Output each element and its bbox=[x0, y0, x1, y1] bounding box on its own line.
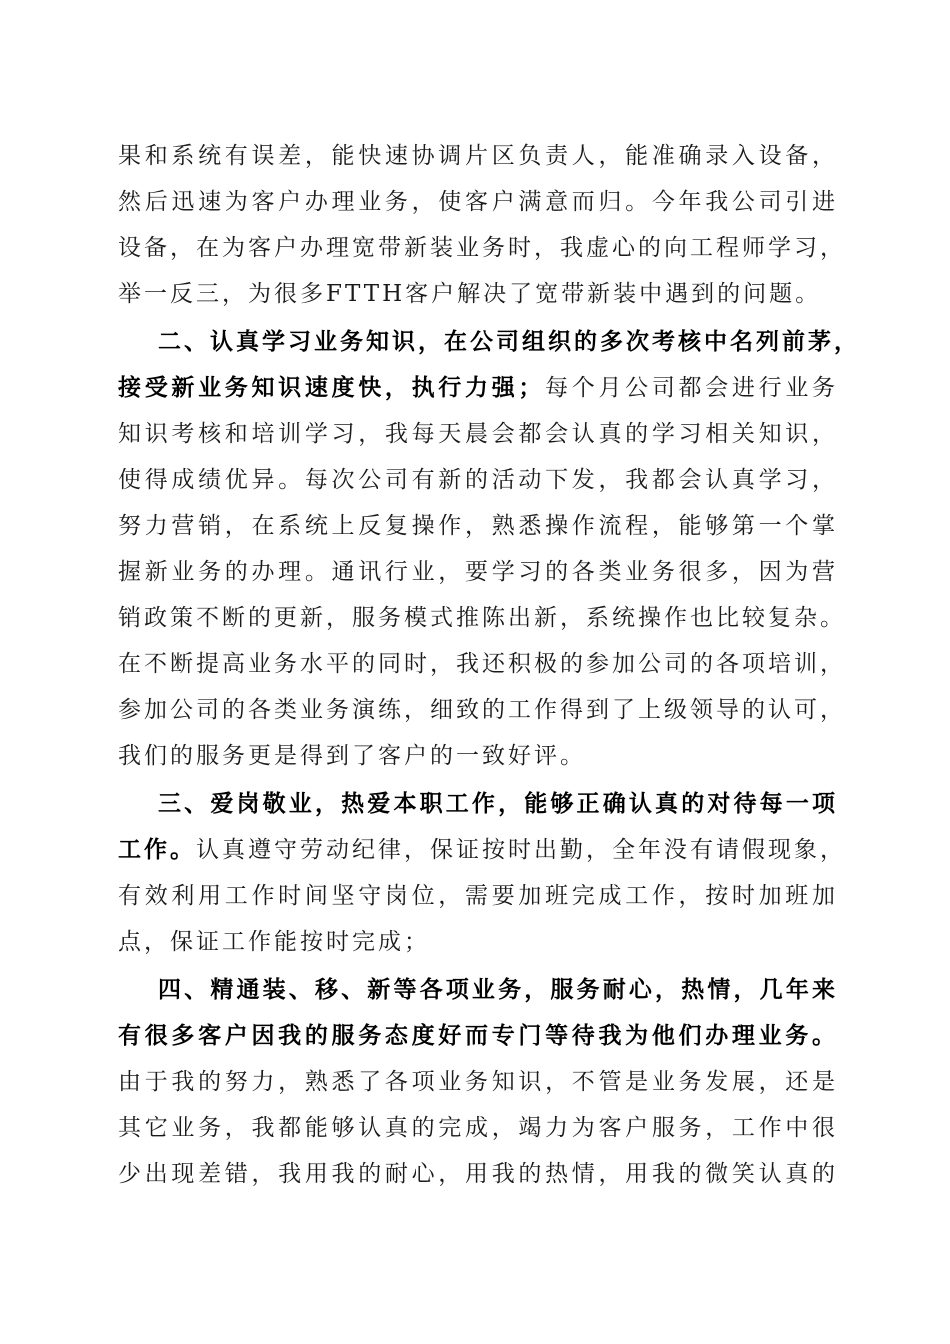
section-heading-3 bbox=[158, 782, 838, 826]
text-line bbox=[118, 734, 838, 778]
section-heading-2 bbox=[158, 320, 860, 364]
heading-text: 二、认真学习业务知识，在公司组织的多次考核中名列前茅， bbox=[158, 328, 860, 355]
line-text: 果和系统有误差，能快速协调片区负责人，能准确录入设备， bbox=[118, 143, 838, 169]
text-line bbox=[118, 366, 838, 410]
line-text: 我们的服务更是得到了客户的一致好评。 bbox=[118, 743, 586, 769]
line-text: 举一反三，为很多FTTH客户解决了宽带新装中遇到的问题。 bbox=[118, 281, 822, 307]
heading-text: 三、爱岗敬业，热爱本职工作，能够正确认真的对待每一项 bbox=[158, 790, 838, 817]
line-text: 少出现差错，我用我的耐心，用我的热情，用我的微笑认真的 bbox=[118, 1161, 838, 1187]
line-text: 知识考核和培训学习，我每天晨会都会认真的学习相关知识， bbox=[118, 421, 838, 447]
line-text: 在不断提高业务水平的同时，我还积极的参加公司的各项培训， bbox=[118, 651, 846, 677]
text-line bbox=[118, 874, 838, 918]
line-text: 设备，在为客户办理宽带新装业务时，我虚心的向工程师学习， bbox=[118, 235, 846, 261]
text-line bbox=[118, 596, 846, 640]
line-text: 参加公司的各类业务演练，细致的工作得到了上级领导的认可， bbox=[118, 697, 846, 723]
line-text: 销政策不断的更新，服务模式推陈出新，系统操作也比较复杂。 bbox=[118, 605, 846, 631]
line-text: 每个月公司都会进行业务 bbox=[544, 375, 839, 401]
line-text: 其它业务，我都能够认真的完成，竭力为客户服务，工作中很 bbox=[118, 1115, 838, 1141]
text-line bbox=[118, 642, 846, 686]
line-text: 由于我的努力，熟悉了各项业务知识，不管是业务发展，还是 bbox=[118, 1069, 838, 1095]
text-line bbox=[118, 1106, 838, 1150]
text-line bbox=[118, 458, 838, 502]
line-text: 有效利用工作时间坚守岗位，需要加班完成工作，按时加班加 bbox=[118, 883, 838, 909]
line-text: 握新业务的办理。通讯行业，要学习的各类业务很多，因为营 bbox=[118, 559, 838, 585]
text-line bbox=[118, 504, 838, 548]
line-text: 然后迅速为客户办理业务，使客户满意而归。今年我公司引进 bbox=[118, 189, 838, 215]
line-text: 认真遵守劳动纪律，保证按时出勤，全年没有请假现象， bbox=[196, 837, 846, 863]
line-text: 使得成绩优异。每次公司有新的活动下发，我都会认真学习， bbox=[118, 467, 838, 493]
text-line bbox=[118, 134, 838, 178]
text-line bbox=[118, 1014, 838, 1058]
text-line bbox=[118, 272, 838, 316]
text-line bbox=[118, 1152, 838, 1196]
heading-text: 接受新业务知识速度快，执行力强； bbox=[118, 374, 545, 401]
text-line bbox=[118, 828, 846, 872]
text-line bbox=[118, 688, 846, 732]
text-line bbox=[118, 180, 838, 224]
line-text: 点，保证工作能按时完成； bbox=[118, 929, 430, 955]
line-text: 努力营销，在系统上反复操作，熟悉操作流程，能够第一个掌 bbox=[118, 513, 838, 539]
section-heading-4 bbox=[158, 968, 838, 1012]
text-line bbox=[118, 412, 838, 456]
text-line bbox=[118, 1060, 838, 1104]
heading-text: 四、精通装、移、新等各项业务，服务耐心，热情，几年来 bbox=[158, 976, 838, 1003]
text-line bbox=[118, 550, 838, 594]
heading-text: 有很多客户因我的服务态度好而专门等待我为他们办理业务。 bbox=[118, 1022, 838, 1049]
heading-text: 工作。 bbox=[118, 836, 196, 863]
text-line bbox=[118, 226, 846, 270]
text-line bbox=[118, 920, 838, 964]
